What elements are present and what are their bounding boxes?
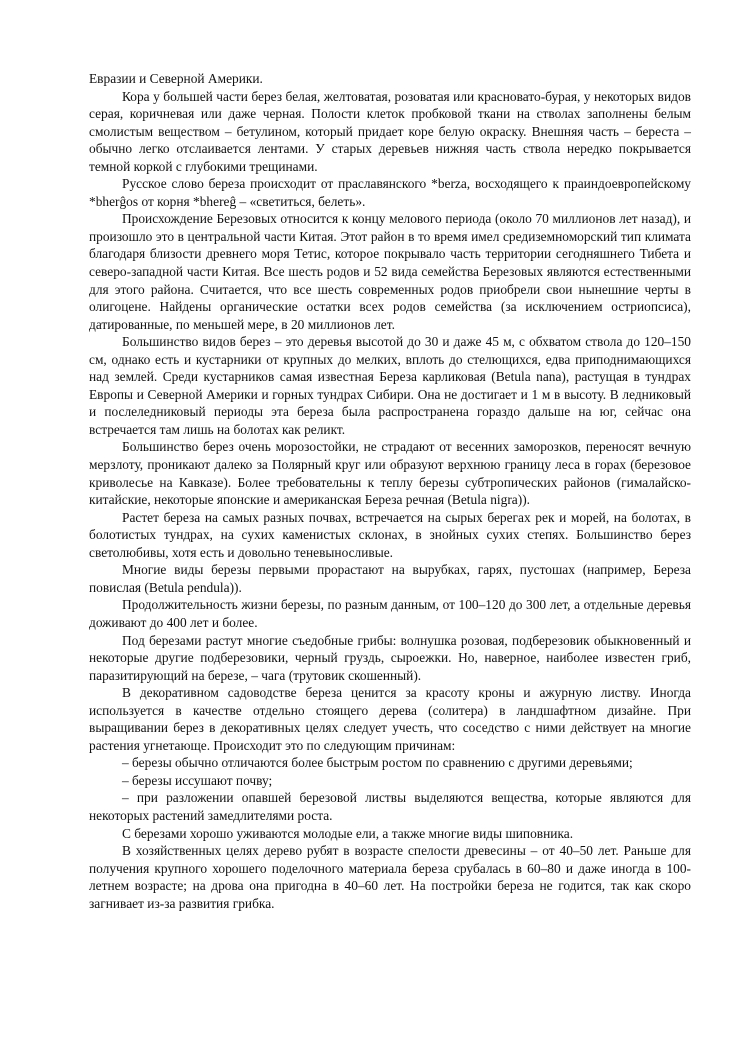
paragraph-forestry: В хозяйственных целях дерево рубят в возрасте спелости древесины – от 40–50 лет. Раньше для получения крупного хорошего поделочного материала береза срубалась в 60–80 и даже иногда в 100-летнем возрасте; на дрова она пригодна в 40–60 лет. На постройки береза не годится, так как скоро загнивает из-за развития грибка. xyxy=(89,843,691,911)
paragraph-frost: Большинство берез очень морозостойки, не страдают от весенних заморозков, переносят вечную мерзлоту, проникают далеко за Полярный круг или образуют верхнюю границу леса в горах (березовое криволесье на Кавказе). Более требовательны к теплу березы субтропических районов (гималайско-китайские, некоторые японские и американская Береза речная (Betula nigra)). xyxy=(89,439,691,508)
paragraph-lifespan: Продолжительность жизни березы, по разным данным, от 100–120 до 300 лет, а отдельные деревья доживают до 400 лет и более. xyxy=(89,597,691,630)
paragraph-pioneer: Многие виды березы первыми прорастают на вырубках, гарях, пустошах (например, Береза повислая (Betula pendula)). xyxy=(89,562,691,595)
paragraph-height: Большинство видов берез – это деревья высотой до 30 и даже 45 м, с обхватом ствола до 120–150 см, однако есть и кустарники от крупных до мелких, вплоть до стелющихся, едва приподнимающихся над землей. Среди кустарников самая известная Береза карликовая (Betula nana), растущая в тундрах Европы и Северной Америки и горных тундрах Сибири. Она не достигает и 1 м в высоту. В ледниковый и послеледниковый периоды эта береза была распространена гораздо дальше на юг, сейчас она встречается там лишь на болотах как реликт. xyxy=(89,334,691,437)
paragraph-origin: Происхождение Березовых относится к концу мелового периода (около 70 миллионов лет назад), и произошло это в центральной части Китая. Этот район в то время имел средиземноморский тип климата благодаря близости древнего моря Тетис, которое покрывало часть территории сегодняшнего Тибета и северо-западной части Китая. Все шесть родов и 52 вида семейства Березовых являются естественными для этого района. Считается, что все шесть современных родов приобрели свои нынешние черты в олигоцене. Найдены органические остатки всех родов семейства (за исключением остриопсиса), датированные, по меньшей мере, в 20 миллионов лет. xyxy=(89,211,691,332)
paragraph-soils: Растет береза на самых разных почвах, встречается на сырых берегах рек и морей, на болотах, в болотистых тундрах, на сухих каменистых склонах, в знойных сухих степях. Большинство берез светолюбивы, хотя есть и довольно теневыносливые. xyxy=(89,509,691,560)
list-item-soil: – березы иссушают почву; xyxy=(122,772,273,788)
list-item-growth: – березы обычно отличаются более быстрым ростом по сравнению с другими деревьями; xyxy=(122,755,633,771)
list-item-leaves: – при разложении опавшей березовой листвы выделяются вещества, которые являются для некоторых растений замедлителями роста. xyxy=(89,790,691,823)
paragraph-etymology: Русское слово береза происходит от праславянского *berza, восходящего к праиндоевропейскому *bherĝos от корня *bhereĝ – «светиться, белеть». xyxy=(89,176,691,209)
paragraph-gardening: В декоративном садоводстве береза ценится за красоту кроны и ажурную листву. Иногда используется в качестве отдельно стоящего дерева (солитера) в ландшафтном дизайне. При выращивании берез в декоративных целях следует учесть, что соседство с ними действует на многие растения угнетающе. Происходит это по следующим причинам: xyxy=(89,685,691,753)
document-page xyxy=(89,70,691,912)
paragraph-mushrooms: Под березами растут многие съедобные грибы: волнушка розовая, подберезовик обыкновенный и некоторые другие подберезовики, черный груздь, сыроежки. Но, наверное, наиболее известен гриб, паразитирующий на березе, – чага (трутовик скошенный). xyxy=(89,632,691,683)
paragraph-companions: С березами хорошо уживаются молодые ели, а также многие виды шиповника. xyxy=(122,825,574,841)
paragraph-continuation: Евразии и Северной Америки. xyxy=(89,71,263,86)
paragraph-bark: Кора у большей части берез белая, желтоватая, розоватая или красновато-бурая, у некоторых видов серая, коричневая или даже черная. Полости клеток пробковой ткани на стволах заполнены белым смолистым веществом – бетулином, который придает коре белую окраску. Внешняя часть – береста – обычно легко отслаивается лентами. У старых деревьев нижняя часть ствола нередко покрывается темной коркой с глубокими трещинами. xyxy=(89,88,691,174)
